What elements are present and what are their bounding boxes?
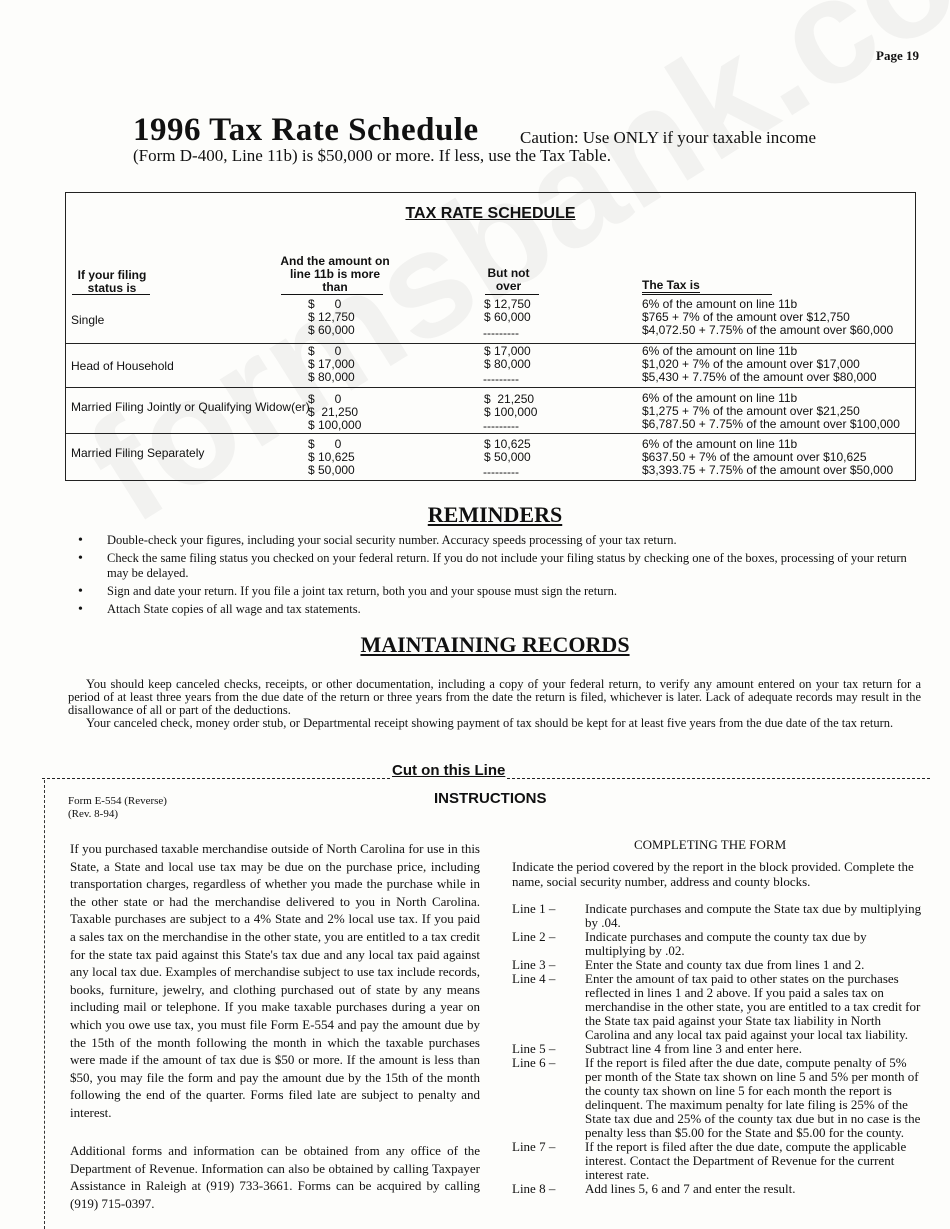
- row-separator: ---------: [483, 465, 519, 479]
- row-not-over: $ 17,000 $ 80,000: [484, 344, 531, 371]
- schedule-title: TAX RATE SCHEDULE: [405, 205, 576, 222]
- row-tax: 6% of the amount on line 11b $765 + 7% of the amount over $12,750 $4,072.50 + 7.75% of the amount over $60,000: [642, 297, 894, 337]
- header-more-than: And the amount on line 11b is more than: [280, 254, 390, 294]
- schedule-row-single: [66, 296, 915, 343]
- records-paragraph: You should keep canceled checks, receipts, or other documentation, including a copy of your federal return, to verify any amount entered on your tax return for a period of at least three years from the due date of the return or three years from the date the return is filed, whichever is later. Lack of adequate records may result in the disallowance of all or part of the deductions.: [68, 677, 921, 717]
- row-separator: ---------: [483, 372, 519, 386]
- page-number: Page 19: [876, 48, 919, 63]
- schedule-row-married-jointly: [66, 387, 915, 434]
- row-tax: 6% of the amount on line 11b $637.50 + 7% of the amount over $10,625 $3,393.75 + 7.75% of the amount over $50,000: [642, 437, 894, 477]
- row-more-than: $ 0 $ 21,250 $ 100,000: [308, 392, 362, 432]
- completing-form-intro: Indicate the period covered by the report in the block provided. Complete the name, social security number, address and county blocks.: [512, 859, 914, 889]
- maintaining-records-title: MAINTAINING RECORDS: [360, 632, 630, 657]
- row-status: Married Filing Jointly or Qualifying Widow(er): [71, 400, 310, 414]
- header-tax: The Tax is: [642, 278, 700, 292]
- reminder-item: • Attach State copies of all wage and tax statements.: [78, 602, 923, 617]
- row-tax: 6% of the amount on line 11b $1,275 + 7% of the amount over $21,250 $6,787.50 + 7.75% of the amount over $100,000: [642, 391, 900, 431]
- row-more-than: $ 0 $ 12,750 $ 60,000: [308, 297, 355, 337]
- line-item: Line 8 – Add lines 5, 6 and 7 and enter the result.: [512, 1181, 796, 1196]
- reminder-item: • Check the same filing status you checked on your federal return. If you do not include your filing status by checking one of the boxes, processing of your return may be delayed.: [78, 551, 923, 581]
- reminder-item: • Sign and date your return. If you file a joint tax return, both you and your spouse must sign the return.: [78, 584, 923, 599]
- reminder-item: • Double-check your figures, including your social security number. Accuracy speeds processing of your tax return.: [78, 533, 923, 548]
- row-not-over: $ 21,250 $ 100,000: [484, 392, 538, 419]
- caution-text: Caution: Use ONLY if your taxable income: [520, 128, 817, 147]
- reminders-list: [78, 533, 923, 620]
- line-item: Line 7 – If the report is filed after the due date, compute the applicable interest. Contact the Department of Revenue for the current interest rate.: [512, 1139, 907, 1182]
- tax-rate-schedule-table: [65, 192, 916, 481]
- instructions-left-para: If you purchased taxable merchandise outside of North Carolina for use in this State, a State and local use tax may be due on the purchase price, including transportation charges, regardless of whether you made the purchase while in the other state or had the merchandise delivered to you in North Carolina. Taxable purchases are subject to a 4% State and 2% local use tax. If you paid a sales tax on the merchandise in the other state, you are entitled to a tax credit for the state tax paid against this State's tax due and any local tax paid against any local tax due. Examples of merchandise subject to use tax include records, books, furniture, jewelry, and clothing purchased out of state by any means including mail or telephone. If you make taxable purchases during a year on which you owe use tax, you must file Form E-554 and pay the amount due by the 15th of the month following the month in which the taxable purchases were made if the amount of tax due is $50 or more. If the amount is less than $50, you may file the form and pay the amount due by the 15th of the month following the end of the quarter. Forms filed late are subject to penalty and interest.: [70, 841, 480, 1120]
- row-more-than: $ 0 $ 17,000 $ 80,000: [308, 344, 355, 384]
- instructions-left-para-2: Additional forms and information can be obtained from any office of the Department of Revenue. Information can also be obtained by calling Taxpayer Assistance in Raleigh at (919) 733-3661. Forms can be acquired by calling (919) 715-0397.: [70, 1143, 480, 1211]
- line-item: Line 4 – Enter the amount of tax paid to other states on the purchases reflected in lines 1 and 2 above. If you paid a sales tax on merchandise in the other state, you are entitled to a tax credit for the State tax paid against your State tax liability in North Carolina and any local tax paid against your local tax liability.: [512, 971, 921, 1042]
- line-item: Line 6 – If the report is filed after the due date, compute penalty of 5% per month of the State tax shown on line 5 and 5% per month of the county tax shown on line 5 for each month the report is delinquent. The maximum penalty for late filing is 25% of the State tax due and 25% of the county tax due but in no case is the penalty less than $5.00 for the State and $5.00 for the county.: [512, 1055, 921, 1140]
- row-tax: 6% of the amount on line 11b $1,020 + 7% of the amount over $17,000 $5,430 + 7.75% of the amount over $80,000: [642, 344, 877, 384]
- row-status: Head of Household: [71, 359, 174, 373]
- caution-text-2: (Form D-400, Line 11b) is $50,000 or more. If less, use the Tax Table.: [133, 146, 611, 165]
- maintaining-records-text: [68, 678, 921, 730]
- page-title: 1996 Tax Rate Schedule: [133, 112, 479, 148]
- row-not-over: $ 10,625 $ 50,000: [484, 437, 531, 464]
- dashed-border: [44, 780, 45, 1229]
- line-item: Line 3 – Enter the State and county tax due from lines 1 and 2.: [512, 957, 865, 972]
- header-filing-status: If your filing status is: [77, 268, 147, 295]
- row-status: Single: [71, 313, 105, 327]
- schedule-row-married-separately: [66, 433, 915, 481]
- row-not-over: $ 12,750 $ 60,000: [484, 297, 531, 324]
- row-more-than: $ 0 $ 10,625 $ 50,000: [308, 437, 355, 477]
- line-instructions: [512, 902, 923, 1196]
- line-item: Line 5 – Subtract line 4 from line 3 and enter here.: [512, 1041, 802, 1056]
- reminders-title: REMINDERS: [427, 502, 563, 527]
- row-separator: ---------: [483, 419, 519, 433]
- row-separator: ---------: [483, 326, 519, 340]
- records-paragraph: Your canceled check, money order stub, or Departmental receipt showing payment of tax should be kept for at least five years from the due date of the tax return.: [86, 716, 894, 730]
- form-id: Form E-554 (Reverse) (Rev. 8-94): [68, 795, 167, 820]
- completing-form-title: COMPLETING THE FORM: [634, 837, 787, 852]
- header-not-over: But not over: [487, 266, 530, 293]
- line-item: Line 2 – Indicate purchases and compute the county tax due by multiplying by .02.: [512, 929, 867, 958]
- cut-line-label: Cut on this Line: [392, 762, 506, 779]
- instructions-title: INSTRUCTIONS: [434, 790, 547, 807]
- schedule-row-head-of-household: [66, 343, 915, 388]
- line-item: Line 1 – Indicate purchases and compute the State tax due by multiplying by .04.: [512, 901, 922, 930]
- row-status: Married Filing Separately: [71, 446, 205, 460]
